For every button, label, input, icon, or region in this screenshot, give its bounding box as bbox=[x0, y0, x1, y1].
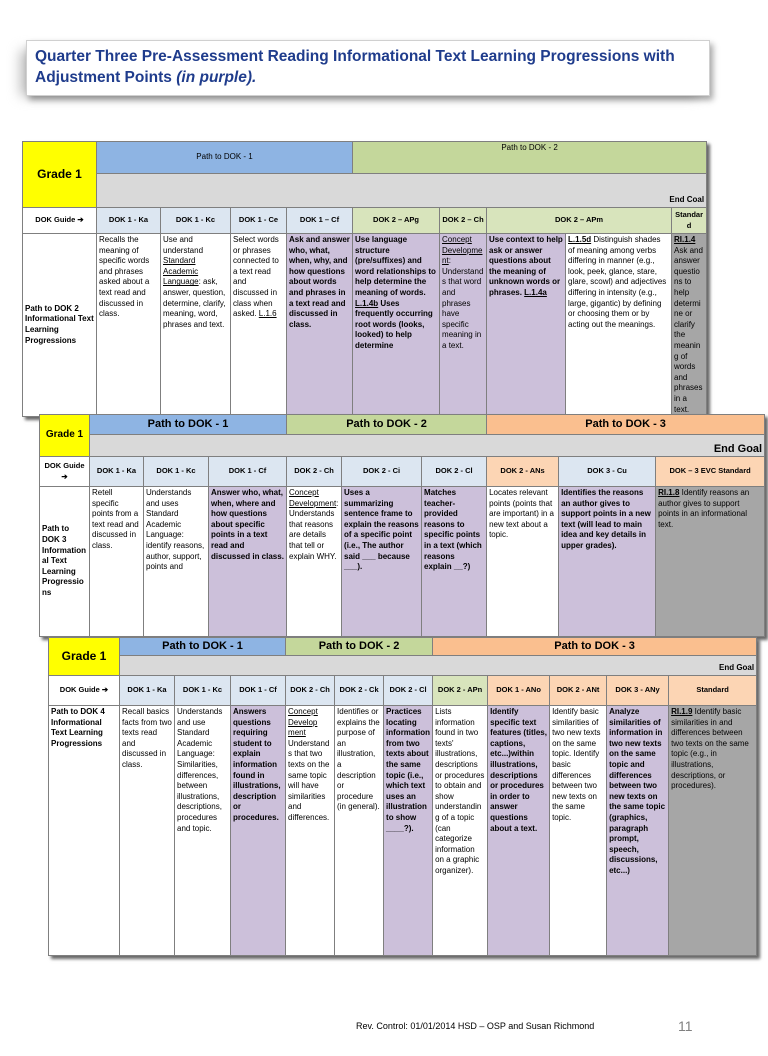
col-header: DOK 2 - Ck bbox=[335, 676, 384, 706]
cell-adjustment: Use language structure (pre/suffixes) and word relationships to help determine the meaning of words. L.1.4b Uses frequently occurring root words (looks, looked) to help determine bbox=[353, 234, 440, 417]
cell-adjustment: Ask and answer who, what, when, why, and how questions about words and phrases in a text read and discussed in class. bbox=[287, 234, 353, 417]
cell-adjustment: Answers questions requiring student to explain information found in illustrations, description or procedures. bbox=[231, 706, 286, 956]
table-grade1-dok3 bbox=[39, 414, 765, 637]
col-header: DOK 2 - Ch bbox=[286, 676, 335, 706]
col-header: DOK 2 - ANs bbox=[487, 457, 559, 487]
arrow-right-icon: ➔ bbox=[61, 471, 68, 481]
page-title-box bbox=[26, 40, 710, 96]
path-dok2-header: Path to DOK - 2 bbox=[353, 142, 707, 174]
cell: Use and understand Standard Academic Language: ask, answer, question, determine, clarify, meaning, word, phrases and text. bbox=[161, 234, 231, 417]
col-header: DOK 2 - Ci bbox=[342, 457, 422, 487]
col-header: DOK 1 - Ce bbox=[231, 208, 287, 234]
cell: Understands and uses Standard Academic Language: identify reasons, author, support, points and bbox=[144, 487, 209, 637]
cell: Lists information found in two texts' illustrations, descriptions or procedures to obtain and show understanding of a topic (can categorize information on a graphic organizer). bbox=[433, 706, 488, 956]
col-header: DOK 1 - Kc bbox=[144, 457, 209, 487]
col-header: DOK 1 - Kc bbox=[175, 676, 231, 706]
arrow-right-icon: ➔ bbox=[101, 685, 109, 695]
cell-adjustment: Analyze similarities of information in two new texts on the same topic and differences between two new texts on the same topic (graphics, paragraph prompt, speech, discussions, etc...) bbox=[607, 706, 669, 956]
cell: Retell specific points from a text read and discussed in class. bbox=[90, 487, 144, 637]
cell-adjustment: Uses a summarizing sentence frame to explain the reasons of a specific point (i.e., The author said ___ because ___). bbox=[342, 487, 422, 637]
cell: Identifies or explains the purpose of an illustration, a description or procedure (in general). bbox=[335, 706, 384, 956]
dok-guide-label: DOK Guide bbox=[44, 460, 85, 470]
path-dok3-header: Path to DOK - 3 bbox=[487, 415, 765, 435]
col-header: Standard bbox=[672, 208, 707, 234]
dok-guide-header bbox=[49, 676, 120, 706]
cell: Concept Development: Understands that reasons are details that tell or explain WHY. bbox=[287, 487, 342, 637]
cell-underline: RI.1.8 bbox=[658, 488, 680, 497]
cell: Recall basics facts from two texts read and discussed in class. bbox=[120, 706, 175, 956]
col-header: DOK 2 – APm bbox=[487, 208, 672, 234]
grade-label: Grade 1 bbox=[40, 415, 90, 457]
dok-guide-label: DOK Guide bbox=[59, 685, 100, 695]
dok-guide-header bbox=[23, 208, 97, 234]
footer-revision: Rev. Control: 01/01/2014 HSD – OSP and Susan Richmond bbox=[356, 1021, 595, 1031]
col-header: DOK 1 - Ka bbox=[120, 676, 175, 706]
col-header: DOK 2 - ANt bbox=[550, 676, 607, 706]
cell-adjustment: Use context to help ask or answer questions about the meaning of unknown words or phrases. L.1.4a bbox=[487, 234, 566, 417]
cell-underline: RI.1.9 bbox=[671, 707, 693, 716]
col-header: DOK 2 – APg bbox=[353, 208, 440, 234]
cell-adjustment: Answer who, what, when, where and how questions about specific points in a text read and discussed in class. bbox=[209, 487, 287, 637]
table-grade1-dok2 bbox=[22, 141, 707, 417]
cell-adjustment: Matches teacher-provided reasons to specific points in a text (which reasons explain __?) bbox=[422, 487, 487, 637]
col-header: DOK – 3 EVC Standard bbox=[656, 457, 765, 487]
cell: Concept Develop ment Understands that two texts on the same topic will have similarities and differences. bbox=[286, 706, 335, 956]
cell: Identify basic similarities of two new texts on the same topic. Identify basic differences between two new texts on the same topic. bbox=[550, 706, 607, 956]
path-dok1-header: Path to DOK - 1 bbox=[97, 142, 353, 174]
cell-standard: RI.1.8 Identify reasons an author gives to support points in an informational text. bbox=[656, 487, 765, 637]
col-header: DOK 1 - ANo bbox=[488, 676, 550, 706]
cell-underline: Concept Develop ment bbox=[288, 707, 318, 738]
end-goal-header: End Coal bbox=[97, 174, 707, 208]
col-header: DOK 1 - Kc bbox=[161, 208, 231, 234]
col-header: DOK 2 – Ch bbox=[440, 208, 487, 234]
cell-underline: L.1.5d bbox=[568, 235, 592, 244]
row-label: Path to DOK 4 Informational Text Learning Progressions bbox=[49, 706, 120, 956]
col-header: DOK 2 - APn bbox=[433, 676, 488, 706]
col-header: DOK 3 - Cu bbox=[559, 457, 656, 487]
dok-guide-header bbox=[40, 457, 90, 487]
cell-standard: RI.1.9 Identify basic similarities in and differences between two texts on the same topic (e.g., in illustrations, descriptions, or procedures). bbox=[669, 706, 757, 956]
cell-underline: RI.1.4 bbox=[674, 235, 696, 244]
page-number: 11 bbox=[678, 1018, 693, 1034]
cell-underline: L.1.4b bbox=[355, 298, 379, 308]
cell: L.1.5d Distinguish shades of meaning among verbs differing in manner (e.g., look, peek, glance, stare, glare, scowl) and adjectives differing in intensity (e.g., large, gigantic) by defining or choosing them or by acting out the meanings. bbox=[566, 234, 672, 417]
cell-underline: Standard Academic Language bbox=[163, 256, 199, 287]
col-header: DOK 1 - Ka bbox=[97, 208, 161, 234]
page-title-paren: (in purple). bbox=[176, 69, 257, 86]
page-title bbox=[35, 46, 701, 88]
cell-adjustment: Identify specific text features (titles, captions, etc...)within illustrations, descriptions or procedures in order to answer questions about a text. bbox=[488, 706, 550, 956]
cell: Understands and use Standard Academic Language: Similarities, differences, between illustrations, descriptions, procedures and topic. bbox=[175, 706, 231, 956]
col-header: DOK 1 – Cf bbox=[287, 208, 353, 234]
path-dok3-header: Path to DOK - 3 bbox=[433, 638, 757, 656]
col-header: DOK 2 - Cl bbox=[384, 676, 433, 706]
path-dok2-header: Path to DOK - 2 bbox=[287, 415, 487, 435]
page-title-text: Quarter Three Pre-Assessment Reading Informational Text Learning Progressions with Adjustment Points bbox=[35, 48, 675, 86]
path-dok1-header: Path to DOK - 1 bbox=[90, 415, 287, 435]
col-header: DOK 2 - Ch bbox=[287, 457, 342, 487]
cell-underline: L.1.4a bbox=[524, 287, 547, 297]
end-goal-header: End Goal bbox=[120, 656, 757, 676]
cell: Recalls the meaning of specific words and phrases asked about a text read and discussed in class. bbox=[97, 234, 161, 417]
dok-guide-label: DOK Guide bbox=[35, 215, 76, 225]
col-header: DOK 1 - Ka bbox=[90, 457, 144, 487]
grade-label: Grade 1 bbox=[23, 142, 97, 208]
cell: Locates relevant points (points that are important) in a new text about a topic. bbox=[487, 487, 559, 637]
cell-underline: L.1.6 bbox=[258, 309, 277, 319]
cell-underline: Concept Development bbox=[442, 235, 483, 266]
col-header: DOK 2 - Cl bbox=[422, 457, 487, 487]
cell-adjustment: Identifies the reasons an author gives to support points in a new text (will lead to main idea and key details in upper grades). bbox=[559, 487, 656, 637]
grade-label: Grade 1 bbox=[49, 638, 120, 676]
col-header: Standard bbox=[669, 676, 757, 706]
row-label: Path to DOK 3 Informational Text Learning Progressions bbox=[40, 487, 90, 637]
cell-underline: Concept Development bbox=[289, 488, 337, 508]
cell-adjustment: Practices locating information from two texts about the same topic (i.e., which text uses an illustration to show ____?). bbox=[384, 706, 433, 956]
cell-adjustment: Concept Development: Understands that word and phrases have specific meaning in a text. bbox=[440, 234, 487, 417]
table-grade1-dok4 bbox=[48, 637, 757, 956]
path-dok2-header: Path to DOK - 2 bbox=[286, 638, 433, 656]
cell: Select words or phrases connected to a text read and discussed in class when asked. L.1.6 bbox=[231, 234, 287, 417]
row-label: Path to DOK 2 Informational Text Learning Progressions bbox=[23, 234, 97, 417]
arrow-right-icon: ➔ bbox=[77, 215, 84, 225]
col-header: DOK 1 - Cf bbox=[231, 676, 286, 706]
end-goal-header: End Goal bbox=[90, 435, 765, 457]
col-header: DOK 1 - Cf bbox=[209, 457, 287, 487]
path-dok1-header: Path to DOK - 1 bbox=[120, 638, 286, 656]
col-header: DOK 3 - ANy bbox=[607, 676, 669, 706]
cell-standard: RI.1.4 Ask and answer questions to help determine or clarify the meaning of words and phrases in a text. bbox=[672, 234, 707, 417]
